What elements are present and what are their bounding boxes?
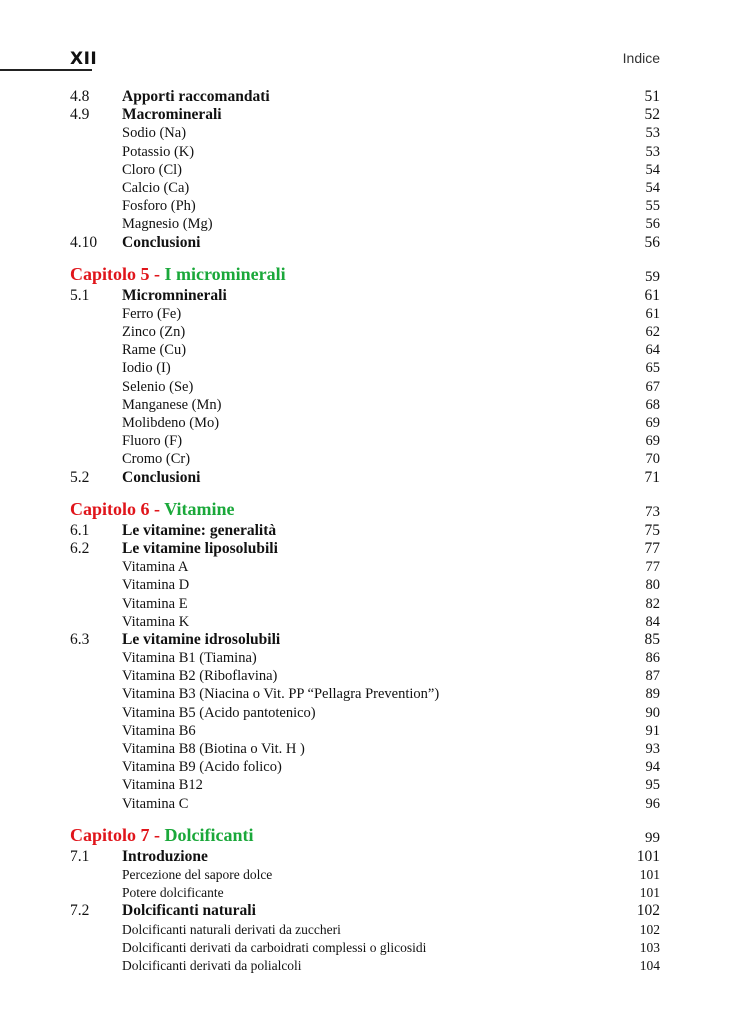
subsection-title: Selenio (Se) [122,378,194,395]
toc-subsection-row[interactable] [70,179,660,197]
subsection-title: Potassio (K) [122,143,195,160]
page-ref: 103 [639,939,660,955]
subsection-title: Vitamina C [122,795,189,812]
toc-subsection-row[interactable] [70,649,660,667]
page-ref: 73 [645,503,660,520]
toc-subsection-row[interactable] [70,558,660,576]
subsection-title: Magnesio (Mg) [122,216,213,233]
subsection-title: Fluoro (F) [122,433,183,450]
subsection-title: Manganese (Mn) [122,396,222,413]
running-title: Indice [622,50,660,66]
subsection-title: Potere dolcificante [122,885,224,901]
subsection-title: Calcio (Ca) [122,179,190,196]
page-ref: 96 [645,795,660,812]
toc-subsection-row[interactable] [70,378,660,396]
section-title: Le vitamine idrosolubili [122,630,281,648]
page-header [0,0,730,72]
subsection-title: Vitamina A [122,559,189,576]
subsection-title: Dolcificanti derivati da polialcoli [122,957,302,973]
toc-subsection-row[interactable] [70,776,660,794]
page-ref: 104 [639,957,660,973]
subsection-title: Percezione del sapore dolce [122,866,273,882]
page-ref: 61 [645,305,660,322]
header-rule [0,69,92,71]
section-title: Macrominerali [122,106,222,124]
toc-section-row[interactable] [70,540,660,558]
subsection-title: Vitamina B3 (Niacina o Vit. PP “Pellagra Prevention”) [122,686,440,703]
chapter-title: I microminerali [164,263,286,284]
section-number: 4.8 [70,88,90,105]
toc-subsection-row[interactable] [70,143,660,161]
subsection-title: Zinco (Zn) [122,324,186,341]
page-ref: 75 [644,521,660,539]
page-ref: 86 [645,650,660,667]
page-ref: 69 [645,433,660,450]
subsection-title: Cromo (Cr) [122,451,191,468]
page-ref: 102 [636,902,660,920]
page-ref: 64 [645,342,660,359]
toc-subsection-row[interactable] [70,359,660,377]
section-title: Introduzione [122,847,208,865]
toc-subsection-row[interactable] [70,341,660,359]
toc-subsection-row[interactable] [70,957,660,975]
section-title: Apporti raccomandati [122,88,270,105]
toc-subsection-row[interactable] [70,161,660,179]
subsection-title: Dolcificanti naturali derivati da zuccheri [122,921,341,937]
page-ref: 101 [639,866,660,882]
page-ref: 53 [645,125,660,142]
subsection-title: Sodio (Na) [122,125,187,142]
chapter-number: Capitolo 7 - [70,824,165,845]
page-ref: 52 [644,106,660,124]
subsection-title: Dolcificanti derivati da carboidrati complessi o glicosidi [122,939,427,955]
page-ref: 61 [644,286,660,304]
page-ref: 56 [645,216,660,233]
toc-section-row[interactable] [70,287,660,305]
toc-subsection-row[interactable] [70,795,660,813]
section-number: 4.9 [70,106,90,124]
toc-section-row[interactable] [70,88,660,106]
page-ref: 80 [645,577,660,594]
subsection-title: Vitamina B2 (Riboflavina) [122,668,278,685]
page-ref: 55 [645,198,660,215]
page-ref: 102 [639,921,660,937]
toc-subsection-row[interactable] [70,939,660,957]
section-title: Dolcificanti naturali [122,902,256,920]
page-ref: 84 [645,613,660,630]
toc-subsection-row[interactable] [70,323,660,341]
section-title: Micromninerali [122,286,227,304]
page-ref: 91 [645,722,660,739]
page-ref: 65 [645,360,660,377]
toc-subsection-row[interactable] [70,758,660,776]
page-ref: 99 [645,829,660,846]
toc-subsection-row[interactable] [70,197,660,215]
toc-subsection-row[interactable] [70,450,660,468]
toc-subsection-row[interactable] [70,124,660,142]
section-title: Le vitamine: generalità [122,521,277,539]
toc-subsection-row[interactable] [70,704,660,722]
page-ref: 101 [636,847,660,865]
toc-subsection-row[interactable] [70,884,660,902]
subsection-title: Ferro (Fe) [122,305,182,322]
subsection-title: Vitamina B5 (Acido pantotenico) [122,704,316,721]
page-ref: 82 [645,595,660,612]
chapter-heading [70,822,253,848]
toc-chapter-row[interactable] [70,496,660,522]
page-ref: 59 [645,268,660,285]
page-ref: 54 [645,161,660,178]
toc-section-row[interactable] [70,631,660,649]
section-number: 7.1 [70,847,90,865]
chapter-number: Capitolo 5 - [70,263,165,284]
table-of-contents [70,88,660,975]
subsection-title: Vitamina B6 [122,722,196,739]
section-number: 6.1 [70,521,90,539]
page-ref: 90 [645,704,660,721]
section-number: 5.2 [70,468,90,486]
toc-subsection-row[interactable] [70,414,660,432]
subsection-title: Vitamina E [122,595,188,612]
page-ref: 53 [645,143,660,160]
section-number: 6.2 [70,539,90,557]
section-title: Conclusioni [122,233,201,251]
page-ref: 93 [645,741,660,757]
chapter-number: Capitolo 6 - [70,498,165,519]
toc-section-row[interactable] [70,848,660,866]
section-number: 5.1 [70,286,90,304]
section-title: Conclusioni [122,468,201,486]
page-ref: 69 [645,415,660,431]
page-ref: 85 [644,630,660,648]
toc-subsection-row[interactable] [70,722,660,740]
section-title: Le vitamine liposolubili [122,539,278,557]
subsection-title: Vitamina B1 (Tiamina) [122,650,257,667]
chapter-title: Vitamine [164,498,235,519]
page-ref: 77 [644,539,660,557]
page-ref: 70 [645,451,660,468]
subsection-title: Vitamina B12 [122,777,203,794]
page-ref: 56 [644,233,660,251]
subsection-title: Iodio (I) [122,360,171,377]
toc-subsection-row[interactable] [70,305,660,323]
toc-subsection-row[interactable] [70,432,660,450]
toc-section-row[interactable] [70,902,660,920]
subsection-title: Molibdeno (Mo) [122,415,220,431]
page-ref: 51 [644,88,660,105]
subsection-title: Vitamina B9 (Acido folico) [122,759,282,776]
page-ref: 87 [645,668,660,685]
page-ref: 54 [645,179,660,196]
chapter-title: Dolcificanti [164,824,254,845]
section-number: 7.2 [70,902,90,920]
toc-subsection-row[interactable] [70,740,660,758]
toc-section-row[interactable] [70,522,660,540]
page-ref: 94 [645,759,660,776]
toc-subsection-row[interactable] [70,921,660,939]
chapter-heading [70,496,235,522]
subsection-title: Vitamina B8 (Biotina o Vit. H ) [122,741,305,757]
page-ref: 89 [645,686,660,703]
toc-subsection-row[interactable] [70,595,660,613]
page-number: XII [70,49,98,69]
subsection-title: Cloro (Cl) [122,161,183,178]
page-ref: 101 [639,885,660,901]
toc-chapter-row[interactable] [70,261,660,287]
chapter-heading [70,261,286,287]
subsection-title: Fosforo (Ph) [122,198,196,215]
toc-subsection-row[interactable] [70,613,660,631]
toc-subsection-row[interactable] [70,667,660,685]
page-ref: 71 [644,468,660,486]
page-ref: 77 [645,559,660,576]
page-ref: 68 [645,396,660,413]
section-number: 6.3 [70,630,90,648]
page-ref: 95 [645,777,660,794]
subsection-title: Vitamina K [122,613,190,630]
section-number: 4.10 [70,233,98,251]
subsection-title: Vitamina D [122,577,190,594]
toc-section-row[interactable] [70,106,660,124]
page-ref: 67 [645,378,660,395]
subsection-title: Rame (Cu) [122,342,187,359]
toc-subsection-row[interactable] [70,866,660,884]
toc-subsection-row[interactable] [70,215,660,233]
toc-subsection-row[interactable] [70,576,660,594]
toc-section-row[interactable] [70,234,660,252]
toc-subsection-row[interactable] [70,396,660,414]
toc-section-row[interactable] [70,469,660,487]
toc-subsection-row[interactable] [70,685,660,703]
page-ref: 62 [645,324,660,341]
toc-chapter-row[interactable] [70,822,660,848]
